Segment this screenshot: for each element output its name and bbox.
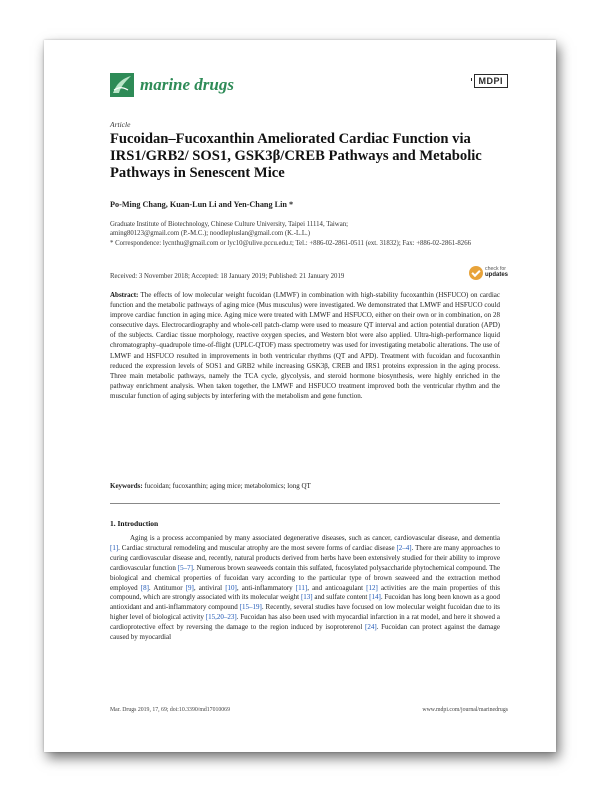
- citation-link[interactable]: [15,20–23]: [205, 613, 237, 622]
- intro-text: . Cardiac structural remodeling and muscular atrophy are the most severe forms of cardiac disease: [118, 543, 397, 552]
- citation-link[interactable]: [11]: [295, 583, 308, 592]
- abstract-label: Abstract:: [110, 291, 139, 299]
- affiliation-block: [110, 220, 500, 248]
- abstract-text: The effects of low molecular weight fucoidan (LMWF) in combination with high-stability fucoxanthin (HSFUCO) on cardiac function and the metabolic pathways of aging mice (Mus musculus) were investigated. We demonstrated that LMWF and HSFUCO could improve cardiac function in aging mice. Aging mice were treated with LMWF and HSFUCO, either on their own or in combination, on 28 consecutive days. Electrocardiography and whole-cell patch-clamp were used to measure QT interval and action potential duration (APD) of the subjects. Cardiac tissue morphology, reactive oxygen species, and Western blot were also applied. Ultra-high-performance liquid chromatography–quadrupole time-of-flight (UPLC-QTOF) mass spectrometry was used for investigating metabolic alterations. The use of LMWF and HSFUCO resulted in improvements in both ventricular rhythms (QT and APD). Treatment with fucoidan and fucoxanthin reduced the expression levels of SOS1 and GRB2 while increasing GSK3β, CREB and IRS1 proteins expression in the aging process. Three main metabolic pathways, namely the TCA cycle, glycolysis, and steroid hormone biosynthesis, were highly enriched in the pathway enrichment analysis. When taken together, the LMWF and HSFUCO treatment improved both the ventricular rhythm and the muscular function of aging subjects by interfering with the metabolism and gene function.: [110, 291, 500, 400]
- citation-link[interactable]: [10]: [225, 583, 237, 592]
- intro-text: Aging is a process accompanied by many associated degenerative diseases, such as cancer, cardiovascular disease, and dementia: [130, 534, 500, 542]
- journal-name: marine drugs: [140, 75, 234, 94]
- citation-link[interactable]: [9]: [185, 583, 194, 592]
- intro-text: , anti-inflammatory: [236, 583, 296, 592]
- intro-text: . Numerous brown seaweeds contain this sulfated, fucosylated polysaccharide phytochemical compound. The biological and chemical properties of fucoidan vary according to the particular type of brown seaweed and the extraction method employed: [110, 563, 500, 592]
- journal-logo-icon: [110, 73, 134, 97]
- footer-url[interactable]: www.mdpi.com/journal/marinedrugs: [422, 707, 508, 713]
- section-divider: [110, 503, 500, 504]
- citation-link[interactable]: [15–19]: [239, 603, 262, 612]
- citation-link[interactable]: [5–7]: [177, 563, 193, 572]
- intro-text: . Antitumor: [148, 583, 186, 592]
- citation-link[interactable]: [13]: [300, 593, 313, 602]
- check-updates-text: [485, 267, 508, 278]
- intro-text: . There are many approaches to curing cardiovascular disease and, recently, natural products derived from herbs have been extensively studied for their ability to improve cardiovascular function: [110, 543, 500, 572]
- citation-link[interactable]: [2–4]: [396, 543, 412, 552]
- check-updates-line2: updates: [484, 272, 508, 278]
- intro-text: . Fucoidan has long been known as a good antioxidant and anti-inflammatory compound: [110, 593, 500, 612]
- keywords-text: fucoidan; fucoxanthin; aging mice; metabolomics; long QT: [144, 482, 311, 490]
- intro-text: , and anticoagulant: [307, 583, 367, 592]
- citation-link[interactable]: [8]: [140, 583, 149, 592]
- check-for-updates-badge[interactable]: [469, 266, 508, 280]
- intro-text: activities are the main properties of this compound, which are strongly associated with its molecular weight: [110, 583, 500, 602]
- check-updates-line1: check for: [484, 266, 507, 273]
- keywords-label: Keywords:: [110, 482, 143, 490]
- check-updates-icon: [469, 266, 483, 280]
- citation-link[interactable]: [14]: [369, 593, 381, 602]
- abstract: [110, 290, 500, 401]
- keywords: [110, 482, 500, 490]
- journal-header: [110, 72, 234, 98]
- citation-link[interactable]: [1]: [110, 543, 119, 552]
- correspondence: * Correspondence: lycnthu@gmail.com or lyc10@ulive.pccu.edu.t; Tel.: +886-02-2861-0511 (ext. 31832); Fax: +886-02-2861-8266: [110, 239, 471, 247]
- intro-text: . Fucoidan can protect against the damage caused by myocardial: [110, 623, 500, 642]
- authors: Po-Ming Chang, Kuan-Lun Li and Yen-Chang Lin *: [110, 200, 294, 209]
- publication-dates: Received: 3 November 2018; Accepted: 18 January 2019; Published: 21 January 2019: [110, 273, 345, 280]
- publisher-name: MDPI: [474, 74, 509, 88]
- article-type: Article: [110, 120, 131, 129]
- footer-citation: Mar. Drugs 2019, 17, 69; doi:10.3390/md17010069: [110, 707, 230, 713]
- publisher-logo: [474, 74, 509, 88]
- intro-text: , antiviral: [193, 583, 226, 592]
- affiliation-line: Graduate Institute of Biotechnology, Chinese Culture University, Taipei 11114, Taiwan;: [110, 221, 349, 228]
- intro-text: . Fucoidan has also been used with myocardial infarction in a rat model, and here it showed a cardioprotective effect by reversing the damage to the region induced by isoproterenol: [110, 613, 500, 632]
- paper-page: [44, 40, 556, 752]
- intro-text: . Recently, several studies have focused on low molecular weight fucoidan due to its higher level of biological activity: [110, 603, 500, 622]
- citation-link[interactable]: [12]: [366, 583, 378, 592]
- section-heading: 1. Introduction: [110, 519, 159, 528]
- author-emails: aming80123@gmail.com (P.-M.C.); noodlepluslan@gmail.com (K.-L.L.): [110, 230, 310, 238]
- paper-title: Fucoidan–Fucoxanthin Ameliorated Cardiac Function via IRS1/GRB2/ SOS1, GSK3β/CREB Pathways and Metabolic Pathways in Senescent Mice: [110, 131, 482, 181]
- citation-link[interactable]: [24]: [365, 623, 377, 632]
- introduction-paragraph: [110, 534, 500, 643]
- intro-text: and sulfate content: [312, 593, 370, 602]
